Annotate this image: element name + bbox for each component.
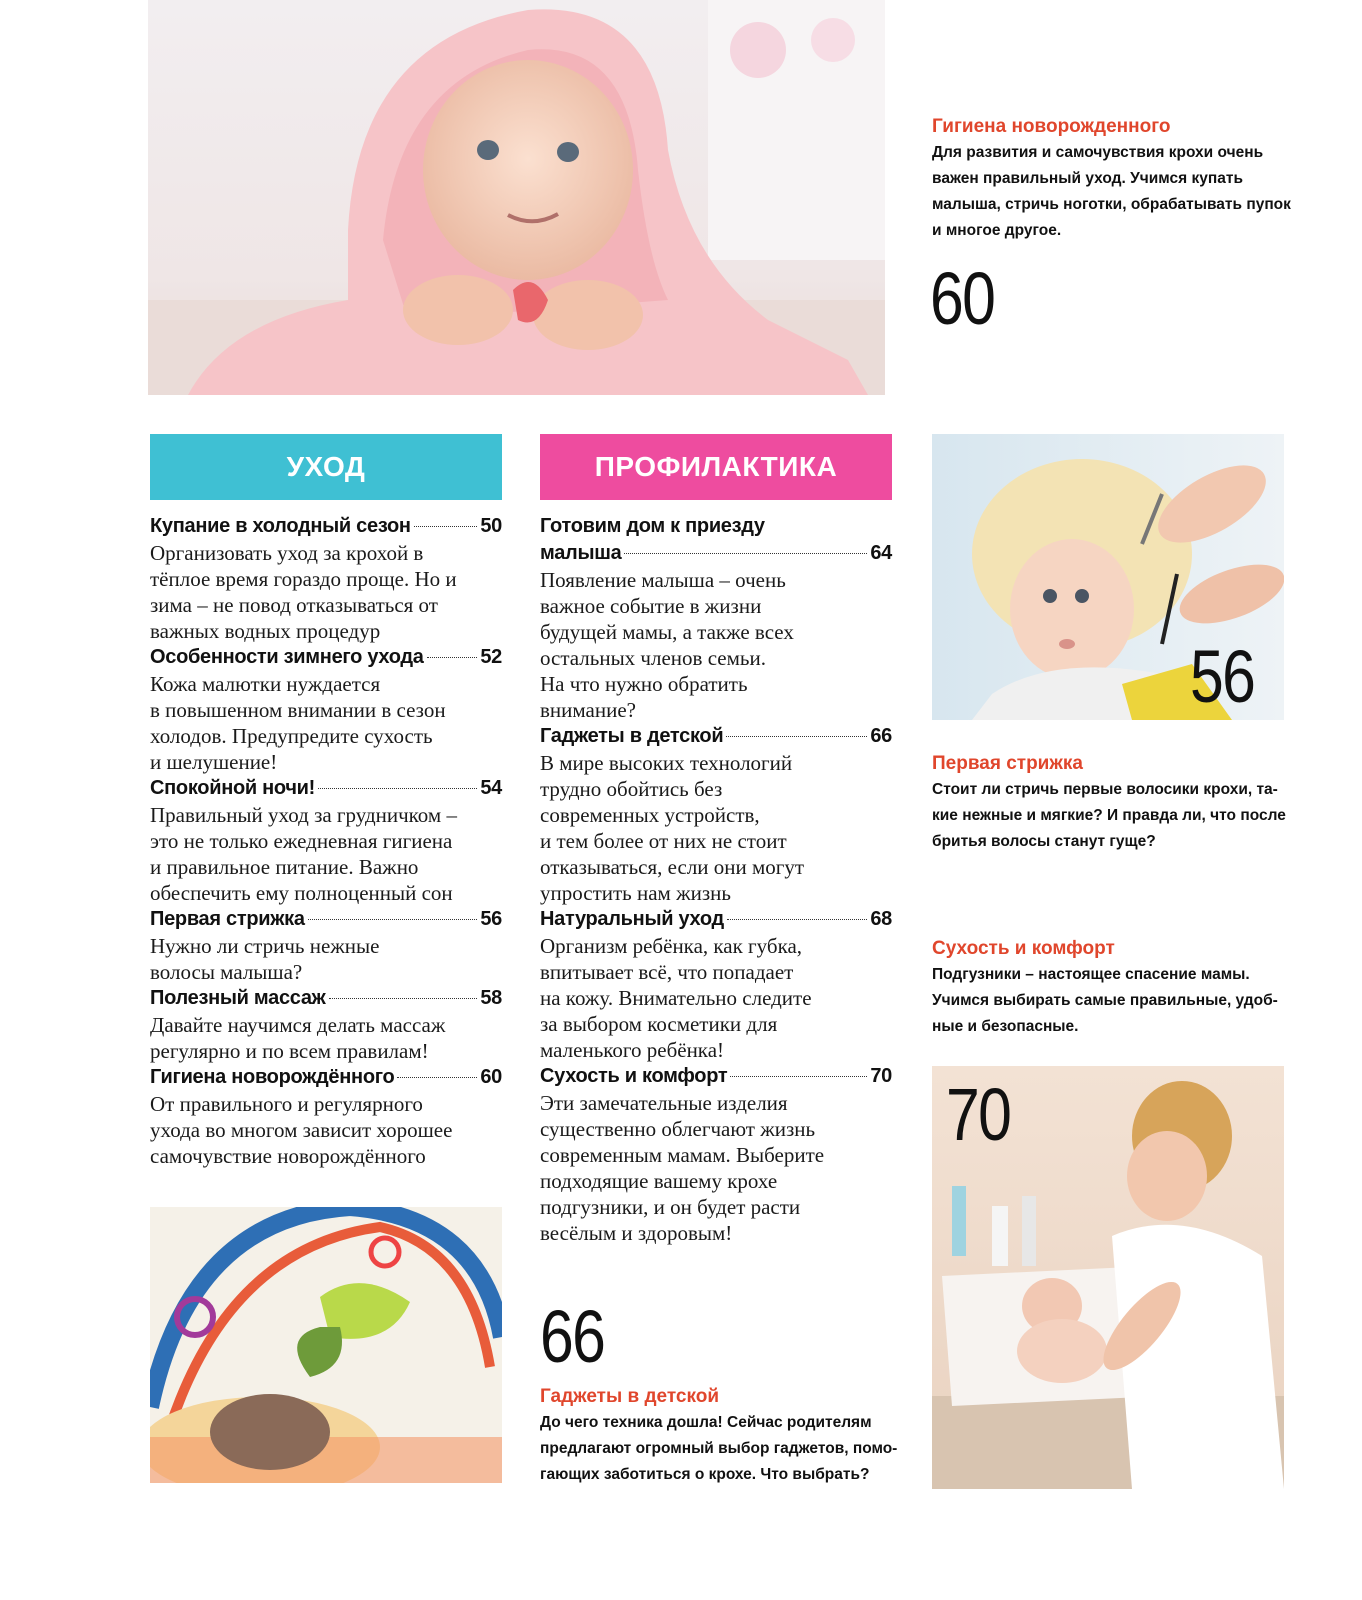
toc-dot-leader — [727, 919, 867, 920]
toc-dot-leader — [427, 657, 478, 658]
feature-hygiene-title[interactable]: Гигиена новорожденного — [932, 116, 1171, 137]
toc-entry-title: Первая стрижка — [150, 908, 305, 930]
toc-entry-desc: Организм ребёнка, как губка, впитывает всё, что попадает на кожу. Внимательно следите за выбором косметики для маленького ребёнка! — [540, 934, 812, 1062]
toc-entry[interactable] — [540, 513, 892, 723]
toc-entry-page: 66 — [870, 725, 892, 747]
toc-entry-desc: Правильный уход за грудничком – это не только ежедневная гигиена и правильное питание. Важно обеспечить ему полноценный сон — [150, 803, 457, 905]
feature-hygiene-page: 60 — [930, 257, 995, 340]
toc-entry[interactable] — [150, 775, 502, 906]
toc-entry-page: 68 — [870, 908, 892, 930]
feature-gadgets-desc: До чего техника дошла! Сейчас родителям предлагают огромный выбор гаджетов, помо- гающих заботиться о крохе. Что выбрать? — [540, 1414, 898, 1483]
photo-baby-towel — [148, 0, 885, 395]
toc-entry-page: 64 — [870, 542, 892, 564]
toc-entry-desc: Нужно ли стричь нежные волосы малыша? — [150, 934, 380, 984]
toc-dot-leader — [329, 998, 478, 999]
feature-haircut-page: 56 — [1190, 635, 1255, 718]
toc-entry-desc: Давайте научимся делать массаж регулярно и по всем правилам! — [150, 1013, 446, 1063]
toc-entry-title: Сухость и комфорт — [540, 1065, 728, 1087]
toc-entry-page: 70 — [870, 1065, 892, 1087]
toc-entry-page: 52 — [480, 646, 502, 668]
toc-entry-title: Натуральный уход — [540, 908, 724, 930]
feature-haircut-title[interactable]: Первая стрижка — [932, 753, 1083, 774]
feature-dryness-desc: Подгузники – настоящее спасение мамы. Учимся выбирать самые правильные, удоб- ные и безопасные. — [932, 966, 1278, 1035]
photo-play-gym — [150, 1207, 502, 1483]
toc-entry-title: Гигиена новорождённого — [150, 1066, 395, 1088]
toc-dot-leader — [730, 1076, 867, 1077]
feature-haircut — [932, 751, 1292, 855]
toc-entry-page: 54 — [480, 777, 502, 799]
toc-entry-title: Спокойной ночи! — [150, 777, 316, 799]
toc-entry[interactable] — [150, 985, 502, 1064]
toc-entry[interactable] — [540, 906, 892, 1063]
toc-entry[interactable] — [150, 513, 502, 644]
toc-entry[interactable] — [150, 1064, 502, 1169]
feature-dryness-title[interactable]: Сухость и комфорт — [932, 938, 1115, 959]
toc-dot-leader — [397, 1077, 477, 1078]
toc-entry-page: 58 — [480, 987, 502, 1009]
toc-entry-desc: Кожа малютки нуждается в повышенном внимании в сезон холодов. Предупредите сухость и шелушение! — [150, 672, 446, 774]
toc-care-list — [150, 513, 502, 1169]
toc-entry-title: Полезный массаж — [150, 987, 326, 1009]
toc-entry-title: малыша — [540, 542, 622, 564]
feature-dryness-page: 70 — [946, 1073, 1011, 1156]
toc-entry[interactable] — [150, 644, 502, 775]
toc-entry-desc: В мире высоких технологий трудно обойтись без современных устройств, и тем более от них не стоит отказываться, если они могут упростить нам жизнь — [540, 751, 805, 905]
feature-hygiene — [932, 114, 1292, 244]
toc-entry-page: 50 — [480, 515, 502, 537]
toc-entry-title: Купание в холодный сезон — [150, 515, 411, 537]
toc-dot-leader — [414, 526, 478, 527]
toc-dot-leader — [726, 736, 867, 737]
feature-gadgets — [540, 1384, 910, 1488]
toc-entry-desc: Организовать уход за крохой в тёплое время гораздо проще. Но и зима – не повод отказываться от важных водных процедур — [150, 541, 457, 643]
toc-entry-title: Особенности зимнего ухода — [150, 646, 424, 668]
toc-dot-leader — [308, 919, 478, 920]
toc-entry[interactable] — [540, 723, 892, 906]
toc-entry-desc: Появление малыша – очень важное событие в жизни будущей мамы, а также всех остальных членов семьи. На что нужно обратить внимание? — [540, 568, 794, 722]
feature-dryness — [932, 936, 1292, 1040]
toc-dot-leader — [318, 788, 477, 789]
toc-entry-title-line1: Готовим дом к приезду — [540, 515, 765, 537]
toc-entry-desc: Эти замечательные изделия существенно облегчают жизнь современным мамам. Выберите подходящие вашему крохе подгузники, и он будет расти весёлым и здоровым! — [540, 1091, 825, 1245]
feature-hygiene-desc: Для развития и самочувствия крохи очень важен правильный уход. Учимся купать малыша, стричь ноготки, обрабатывать пупок и многое другое. — [932, 144, 1291, 239]
toc-dot-leader — [624, 553, 867, 554]
toc-entry-page: 56 — [480, 908, 502, 930]
toc-prevention-list — [540, 513, 892, 1246]
section-banner-prevention: ПРОФИЛАКТИКА — [540, 434, 892, 500]
toc-entry-page: 60 — [480, 1066, 502, 1088]
toc-entry[interactable] — [540, 1063, 892, 1246]
feature-gadgets-page: 66 — [540, 1295, 605, 1378]
toc-entry[interactable] — [150, 906, 502, 985]
feature-gadgets-title[interactable]: Гаджеты в детской — [540, 1386, 719, 1407]
feature-haircut-desc: Стоит ли стричь первые волосики крохи, та- кие нежные и мягкие? И правда ли, что после бритья волосы станут гуще? — [932, 781, 1286, 850]
toc-entry-desc: От правильного и регулярного ухода во многом зависит хорошее самочувствие новорождённого — [150, 1092, 453, 1168]
toc-entry-title: Гаджеты в детской — [540, 725, 724, 747]
section-banner-care: УХОД — [150, 434, 502, 500]
